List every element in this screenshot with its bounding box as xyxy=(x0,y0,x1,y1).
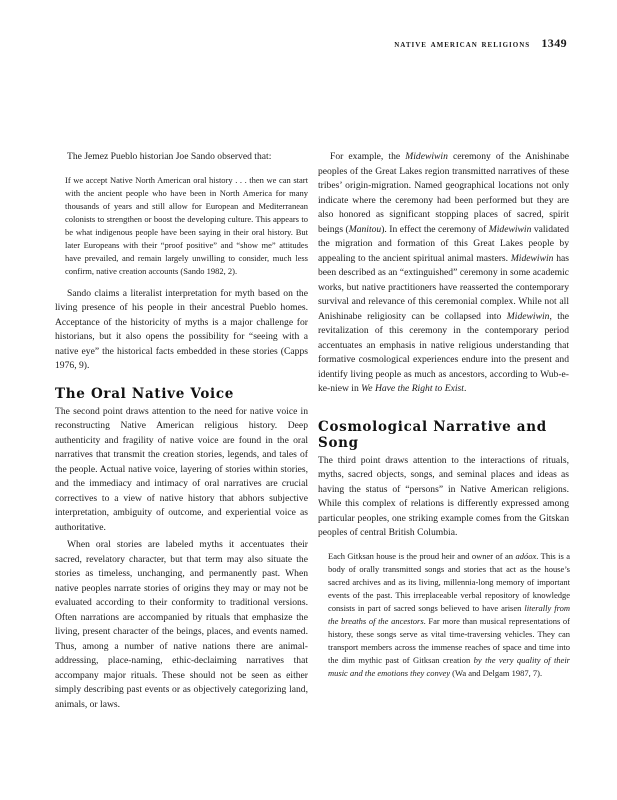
gitksan-block-quote: Each Gitksan house is the proud heir and owner of an adóox. This is a body of orally transmitted songs and stories that act as the house’s sacred archives and as its living, millennia-long memory of important events of the past. This irreplaceable verbal repository of knowledge consists in part of sacred songs believed to have arisen literally from the breaths of the ancestors. Far more than musical representations of history, these songs serve as vital time-traversing vehicles. They can transport members across the immense reaches of space and time into the dim mythic past of Gitksan creation by the very quality of their music and the emotions they convey (Wa and Delgam 1987, 7). xyxy=(328,550,570,678)
page-number: 1349 xyxy=(541,36,567,50)
cosmological-narrative-heading: Cosmological Narrative and Song xyxy=(318,418,547,451)
sando-commentary-paragraph: Sando claims a literalist interpretation for myth based on the living presence of his people in their ancestral Pueblo homes. Acceptance of the historicity of myths is a major challenge for historians, but it also opens the possibility for “seeing with a native eye” the historical facts embedded in these stories (Capps 1976, 9). xyxy=(55,287,308,371)
sando-block-quote: If we accept Native North American oral history . . . then we can start with the ancient people who have been in North America for many thousands of years and still allow for European and Mediterranean colonists to strengthen or boost the developing culture. This appears to be what indigenous people have been saying in their oral history. But later Europeans with their “proof positive” and “show me” attitudes have prevailed, and remain largely unwilling to consider, much less confirm, native creation accounts (Sando 1982, 2). xyxy=(65,174,308,276)
right-column xyxy=(318,150,569,689)
midewiwin-paragraph: For example, the Midewiwin ceremony of the Anishinabe peoples of the Great Lakes region transmitted narratives of these tribes’ origin-migration. Named geographical locations not only indicate where the ceremony had been performed but they are also honored as significant stopping places of sacred, spirit beings (Manitou). In effect the ceremony of Midewiwin validated the migration and formation of this Great Lakes people by appealing to the ancient spiritual animal masters. Midewiwin has been described as an “extinguished” ceremony in some academic works, but native practitioners have reasserted the contemporary survival and relevance of this ceremonial complex. While not all Anishinabe religiosity can be collapsed into Midewiwin, the revitalization of this ceremony in the contemporary period accentuates an emphasis in native religious understanding that formative cosmological experiences endure into the present and identify living people as much as ancestors, according to Wub-e-ke-niew in We Have the Right to Exist. xyxy=(318,151,570,394)
oral-native-voice-heading: The Oral Native Voice xyxy=(55,385,235,402)
left-column xyxy=(55,150,308,712)
third-point-paragraph: The third point draws attention to the interactions of rituals, myths, sacred objects, songs, and seminal places and ideas as having the status of “persons” in Native American religions. While this complex of relations is differently expressed among particular peoples, one striking example comes from the Gitskan peoples of central British Columbia. xyxy=(318,454,569,538)
running-head-title: native american religions xyxy=(394,39,531,50)
running-head xyxy=(394,36,567,51)
oral-stories-paragraph: When oral stories are labeled myths it accentuates their sacred, revelatory character, but that term may also situate the stories as timeless, unchanging, and permanently past. When native peoples narrate stories of origins they may or may not be evaluated according to their conformity to traditional versions. Often narrations are accompanied by rituals that emphasize the living, present character of the beings, places, and events named. Thus, among a number of native nations there are animal-addressing, place-naming, ethic-declaiming narratives that accompany major rituals. These should not be seen as either simply describing past events or as objectively categorizing land, animals, or laws. xyxy=(55,539,308,710)
intro-paragraph: The Jemez Pueblo historian Joe Sando observed that: xyxy=(67,151,272,162)
native-voice-paragraph: The second point draws attention to the need for native voice in reconstructing Native American religious history. Deep authenticity and fragility of native voice are found in the oral narratives that transmit the creation stories, legends, and tales of the people. Actual native voice, layering of stories within stories, and the immediacy and intimacy of oral narratives are crucial correctives to a view of native history that abhors subjective interpretation, ambiguity of outcome, and experiential voice as authoritative. xyxy=(55,405,308,533)
